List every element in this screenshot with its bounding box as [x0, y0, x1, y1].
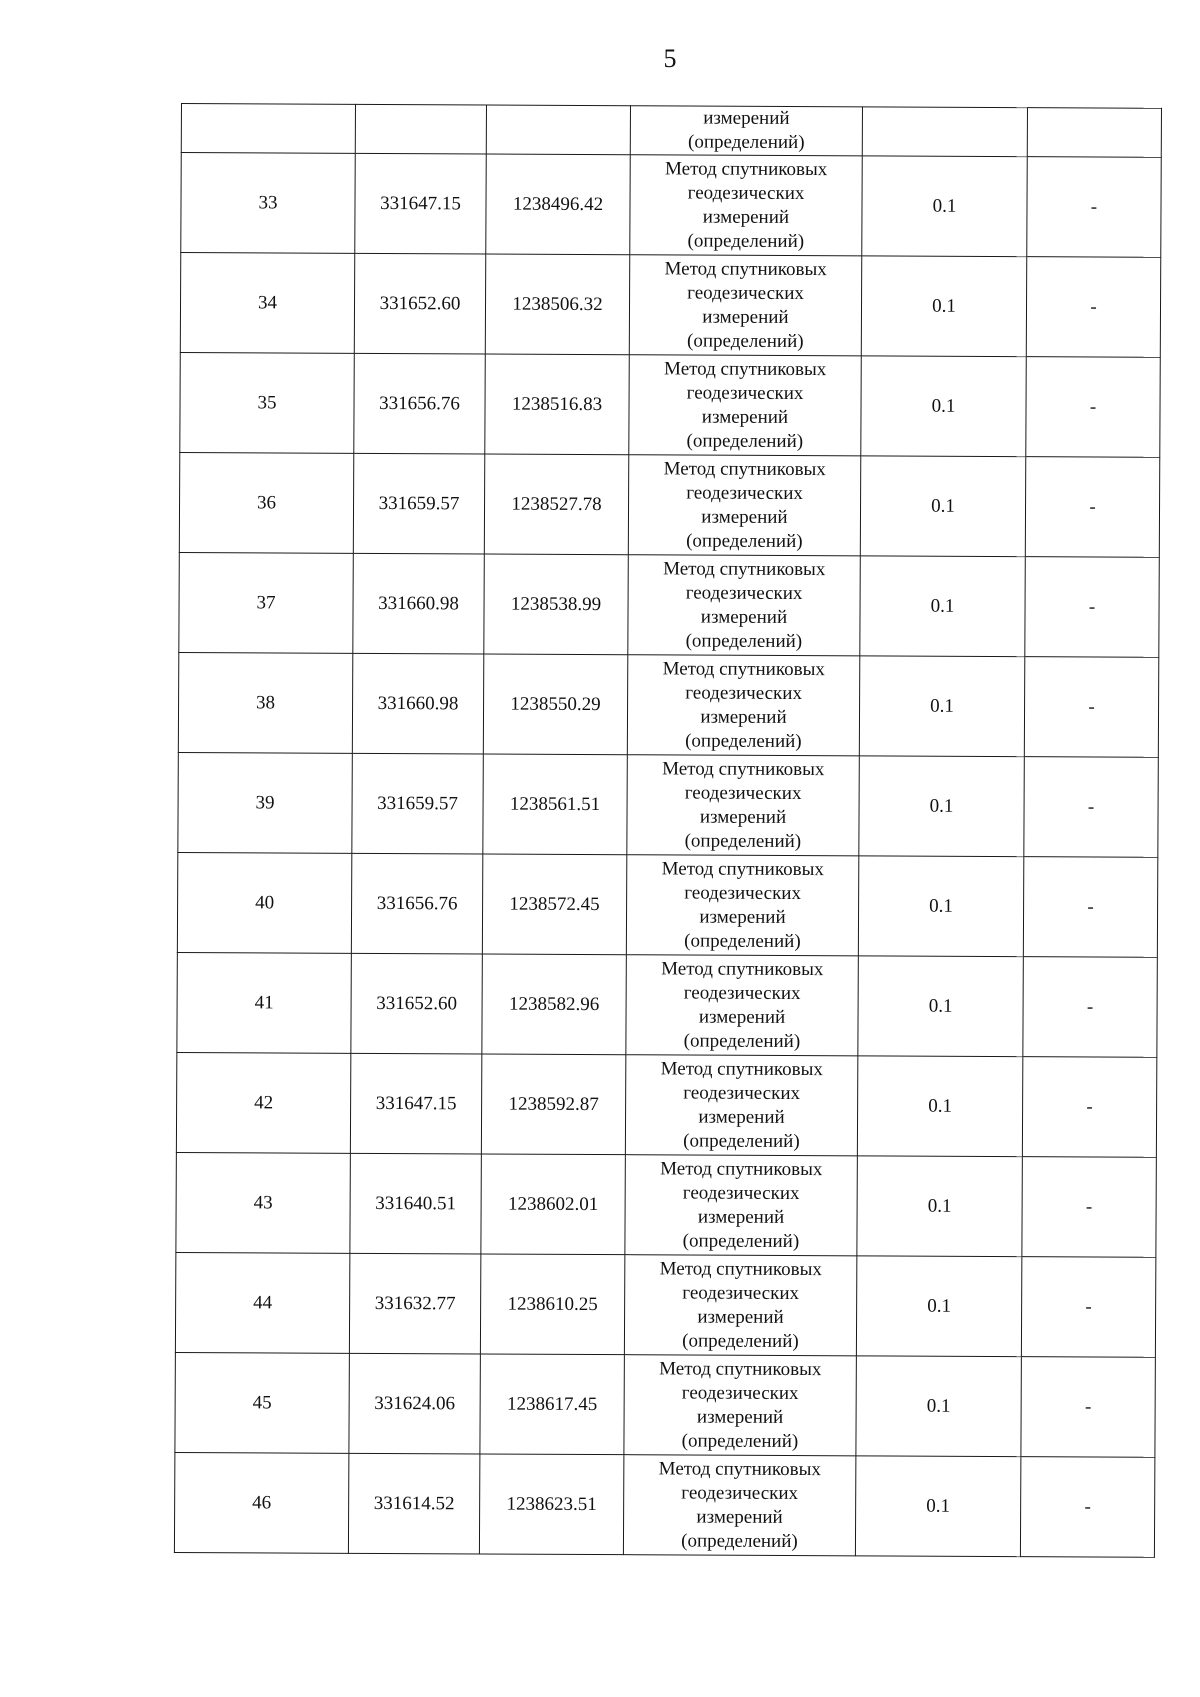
cell-description: - — [1025, 557, 1159, 658]
table-row — [175, 1252, 1155, 1357]
method-line: измерений — [699, 806, 787, 828]
method-line: Метод спутниковых — [660, 1057, 823, 1080]
cell-description — [1027, 108, 1161, 158]
cell-point: 35 — [180, 352, 354, 453]
method-line: измерений — [699, 906, 786, 928]
cell-x: 331659.57 — [353, 453, 484, 554]
cell-method — [628, 555, 860, 656]
method-line: геодезических — [687, 181, 805, 204]
cell-description: - — [1022, 1157, 1156, 1258]
cell-point: 39 — [178, 752, 352, 853]
cell-y: 1238496.42 — [486, 154, 630, 255]
table-row — [179, 452, 1159, 557]
method-line: (определений) — [681, 1429, 799, 1452]
table-row — [175, 1352, 1155, 1457]
cell-y: 1238516.83 — [485, 354, 629, 455]
method-line: геодезических — [682, 1281, 800, 1304]
cell-accuracy: 0.1 — [860, 456, 1025, 557]
table-row — [181, 153, 1161, 258]
cell-point: 42 — [176, 1052, 350, 1153]
page-number: 5 — [663, 44, 677, 73]
cell-y — [486, 105, 630, 155]
cell-accuracy: 0.1 — [855, 1456, 1020, 1557]
method-line: (определений) — [686, 529, 803, 552]
table-row — [177, 852, 1157, 957]
method-line: (определений) — [687, 229, 805, 252]
table-row — [176, 1052, 1156, 1157]
cell-method — [626, 955, 858, 1056]
cell-method — [625, 1055, 857, 1156]
table-row — [180, 253, 1160, 358]
cell-y: 1238527.78 — [484, 454, 628, 555]
cell-x: 331632.77 — [349, 1253, 480, 1354]
method-line: измерений — [700, 706, 787, 728]
cell-description: - — [1021, 1357, 1155, 1458]
cell-point: 38 — [178, 652, 352, 753]
table-row — [177, 952, 1157, 1057]
cell-method — [624, 1355, 856, 1456]
cell-y: 1238582.96 — [482, 954, 626, 1055]
method-line: измерений — [697, 1206, 785, 1228]
cell-y: 1238602.01 — [481, 1154, 625, 1255]
cell-x: 331660.98 — [353, 553, 484, 654]
cell-description: - — [1021, 1257, 1155, 1358]
cell-x: 331647.15 — [355, 153, 486, 254]
cell-description: - — [1023, 957, 1157, 1058]
cell-x: 331652.60 — [354, 253, 485, 354]
cell-x: 331624.06 — [349, 1353, 480, 1454]
cell-y: 1238550.29 — [483, 654, 627, 755]
cell-x: 331656.76 — [351, 853, 482, 954]
method-line: Метод спутниковых — [658, 1457, 822, 1480]
cell-point — [181, 104, 355, 154]
method-line: геодезических — [683, 981, 801, 1004]
method-line: геодезических — [682, 1181, 800, 1204]
cell-y: 1238506.32 — [485, 254, 629, 355]
method-line: измерений — [702, 306, 789, 328]
cell-point: 37 — [179, 552, 353, 653]
method-line: (определений) — [686, 429, 804, 452]
cell-y: 1238572.45 — [482, 854, 626, 955]
method-line: (определений) — [687, 131, 805, 154]
cell-description: - — [1026, 257, 1160, 358]
method-line: измерений — [701, 506, 788, 528]
cell-x: 331656.76 — [354, 353, 485, 454]
cell-x: 331652.60 — [351, 953, 482, 1054]
cell-y: 1238592.87 — [481, 1054, 625, 1155]
method-line: измерений — [703, 107, 790, 129]
cell-point: 34 — [180, 253, 354, 354]
method-line: измерений — [701, 406, 789, 428]
method-line: Метод спутниковых — [662, 657, 825, 680]
cell-accuracy: 0.1 — [856, 1256, 1021, 1357]
method-line: Метод спутниковых — [662, 757, 825, 780]
cell-method — [623, 1455, 855, 1556]
cell-y: 1238538.99 — [484, 554, 628, 655]
table-row — [174, 1452, 1154, 1557]
cell-accuracy: 0.1 — [857, 1056, 1022, 1157]
method-line: геодезических — [684, 781, 802, 804]
method-line: Метод спутниковых — [661, 957, 824, 980]
method-line: (определений) — [685, 629, 803, 652]
cell-x: 331647.15 — [350, 1053, 481, 1154]
cell-accuracy — [862, 107, 1027, 157]
method-line: геодезических — [685, 581, 803, 604]
cell-y: 1238610.25 — [480, 1254, 624, 1355]
method-line: измерений — [698, 1006, 786, 1028]
cell-x: 331659.57 — [352, 753, 483, 854]
cell-method — [629, 255, 861, 356]
cell-accuracy: 0.1 — [861, 356, 1026, 457]
cell-point: 36 — [179, 452, 353, 553]
method-line: геодезических — [685, 681, 803, 704]
cell-point: 46 — [174, 1452, 348, 1553]
table-row — [180, 352, 1160, 457]
method-line: геодезических — [683, 1081, 801, 1104]
cell-point: 41 — [177, 952, 351, 1053]
cell-accuracy: 0.1 — [860, 556, 1025, 657]
cell-y: 1238617.45 — [480, 1354, 624, 1455]
method-line: (определений) — [687, 329, 804, 352]
method-line: Метод спутниковых — [659, 1357, 822, 1380]
cell-accuracy: 0.1 — [859, 756, 1024, 857]
method-line: измерений — [700, 606, 788, 628]
cell-method — [629, 355, 861, 456]
cell-point: 43 — [176, 1152, 350, 1253]
cell-method — [630, 155, 862, 256]
cell-description: - — [1024, 757, 1158, 858]
method-line: (определений) — [684, 929, 801, 952]
method-line: Метод спутниковых — [663, 557, 826, 580]
cell-x: 331640.51 — [350, 1153, 481, 1254]
cell-description: - — [1020, 1457, 1154, 1558]
method-line: Метод спутниковых — [663, 457, 826, 480]
method-line: Метод спутниковых — [660, 1157, 823, 1180]
cell-x — [355, 104, 486, 154]
method-line: Метод спутниковых — [664, 257, 827, 280]
cell-method — [627, 755, 859, 856]
cell-x: 331660.98 — [352, 653, 483, 754]
cell-y: 1238561.51 — [483, 754, 627, 855]
coordinates-table — [174, 103, 1162, 1558]
cell-method — [625, 1155, 857, 1256]
method-line: геодезических — [684, 881, 802, 904]
cell-method — [630, 106, 862, 156]
cell-y: 1238623.51 — [479, 1454, 623, 1555]
method-line: геодезических — [681, 1381, 799, 1404]
method-line: измерений — [696, 1406, 784, 1428]
cell-accuracy: 0.1 — [857, 1156, 1022, 1257]
method-line: (определений) — [683, 1029, 801, 1052]
cell-description: - — [1023, 857, 1157, 958]
cell-point: 45 — [175, 1352, 349, 1453]
cell-description: - — [1025, 457, 1159, 558]
cell-description: - — [1022, 1057, 1156, 1158]
cell-description: - — [1027, 157, 1161, 258]
cell-description: - — [1024, 657, 1158, 758]
table-row-continued — [181, 104, 1161, 158]
cell-accuracy: 0.1 — [856, 1356, 1021, 1457]
method-line: измерений — [698, 1106, 785, 1128]
cell-accuracy: 0.1 — [858, 856, 1023, 957]
cell-accuracy: 0.1 — [858, 956, 1023, 1057]
cell-description: - — [1026, 357, 1160, 458]
method-line: (определений) — [685, 729, 802, 752]
method-line: (определений) — [683, 1129, 800, 1152]
method-line: геодезических — [681, 1481, 799, 1504]
method-line: (определений) — [681, 1529, 798, 1552]
cell-point: 40 — [177, 852, 351, 953]
method-line: измерений — [702, 206, 790, 228]
table-row — [178, 752, 1158, 857]
table-row — [178, 652, 1158, 757]
cell-method — [626, 855, 858, 956]
method-line: (определений) — [682, 1229, 800, 1252]
cell-accuracy: 0.1 — [861, 256, 1026, 357]
method-line: Метод спутниковых — [664, 357, 827, 380]
method-line: геодезических — [686, 481, 804, 504]
method-line: измерений — [696, 1506, 783, 1528]
method-line: измерений — [697, 1306, 784, 1328]
method-line: геодезических — [686, 381, 804, 404]
cell-x: 331614.52 — [348, 1453, 479, 1554]
method-line: геодезических — [687, 281, 804, 304]
method-line: (определений) — [684, 829, 802, 852]
cell-method — [628, 455, 860, 556]
cell-point: 44 — [175, 1252, 349, 1353]
method-line: Метод спутниковых — [665, 157, 828, 180]
method-line: Метод спутниковых — [661, 857, 824, 880]
cell-accuracy: 0.1 — [859, 656, 1024, 757]
table-row — [176, 1152, 1156, 1257]
cell-method — [627, 655, 859, 756]
table-body — [174, 104, 1161, 1558]
cell-point: 33 — [181, 153, 355, 254]
cell-method — [624, 1255, 856, 1356]
method-line: Метод спутниковых — [659, 1257, 822, 1280]
method-line: (определений) — [682, 1329, 799, 1352]
table-row — [179, 552, 1159, 657]
cell-accuracy: 0.1 — [862, 156, 1027, 257]
